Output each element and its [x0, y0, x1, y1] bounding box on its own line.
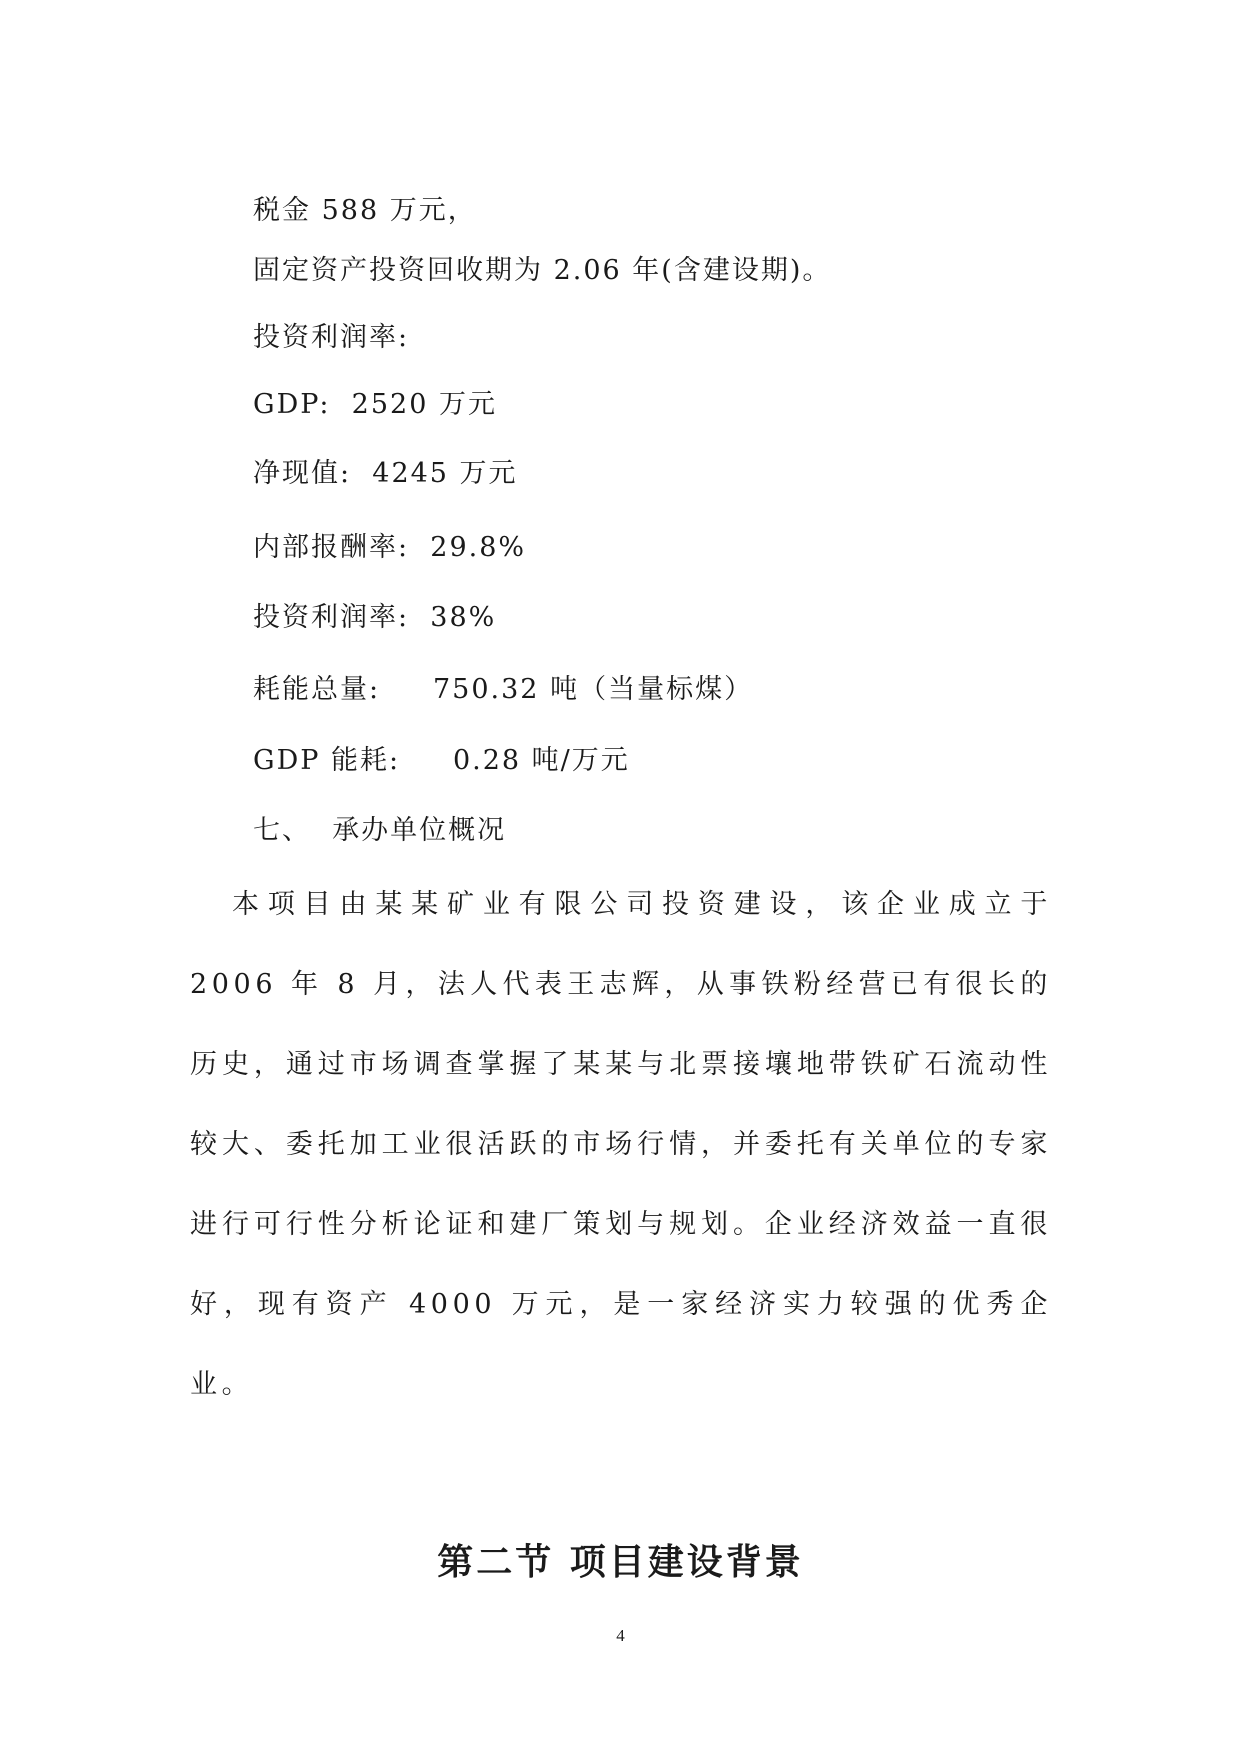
text-line-npv: 净现值: 4245 万元 — [253, 458, 518, 489]
body-paragraph: 本项目由某某矿业有限公司投资建设，该企业成立于 2006 年 8 月，法人代表王志辉，从事铁粉经营已有很长的历史，通过市场调查掌握了某某与北票接壤地带铁矿石流动性较大、委托加工业很活跃的市场行情，并委托有关单位的专家进行可行性分析论证和建厂策划与规划。企业经济效益一直很好，现有资产 4000 万元，是一家经济实力较强的优秀企业。 — [190, 889, 1052, 1400]
text-line-energy-total: 耗能总量: 750.32 吨（当量标煤） — [253, 674, 754, 705]
text-line-tax: 税金 588 万元， — [253, 195, 477, 226]
section-heading: 第二节 项目建设背景 — [437, 1542, 804, 1583]
subsection-heading: 七、 承办单位概况 — [253, 815, 507, 846]
text-line-payback-period: 固定资产投资回收期为 2.06 年(含建设期)。 — [253, 255, 832, 286]
page-number: 4 — [616, 1626, 625, 1645]
text-line-gdp: GDP: 2520 万元 — [253, 389, 497, 420]
text-line-gdp-energy: GDP 能耗: 0.28 吨/万元 — [253, 745, 630, 776]
text-line-roi-label: 投资利润率: — [253, 322, 410, 353]
text-line-irr: 内部报酬率: 29.8% — [253, 532, 527, 563]
text-line-roi: 投资利润率: 38% — [253, 602, 497, 633]
